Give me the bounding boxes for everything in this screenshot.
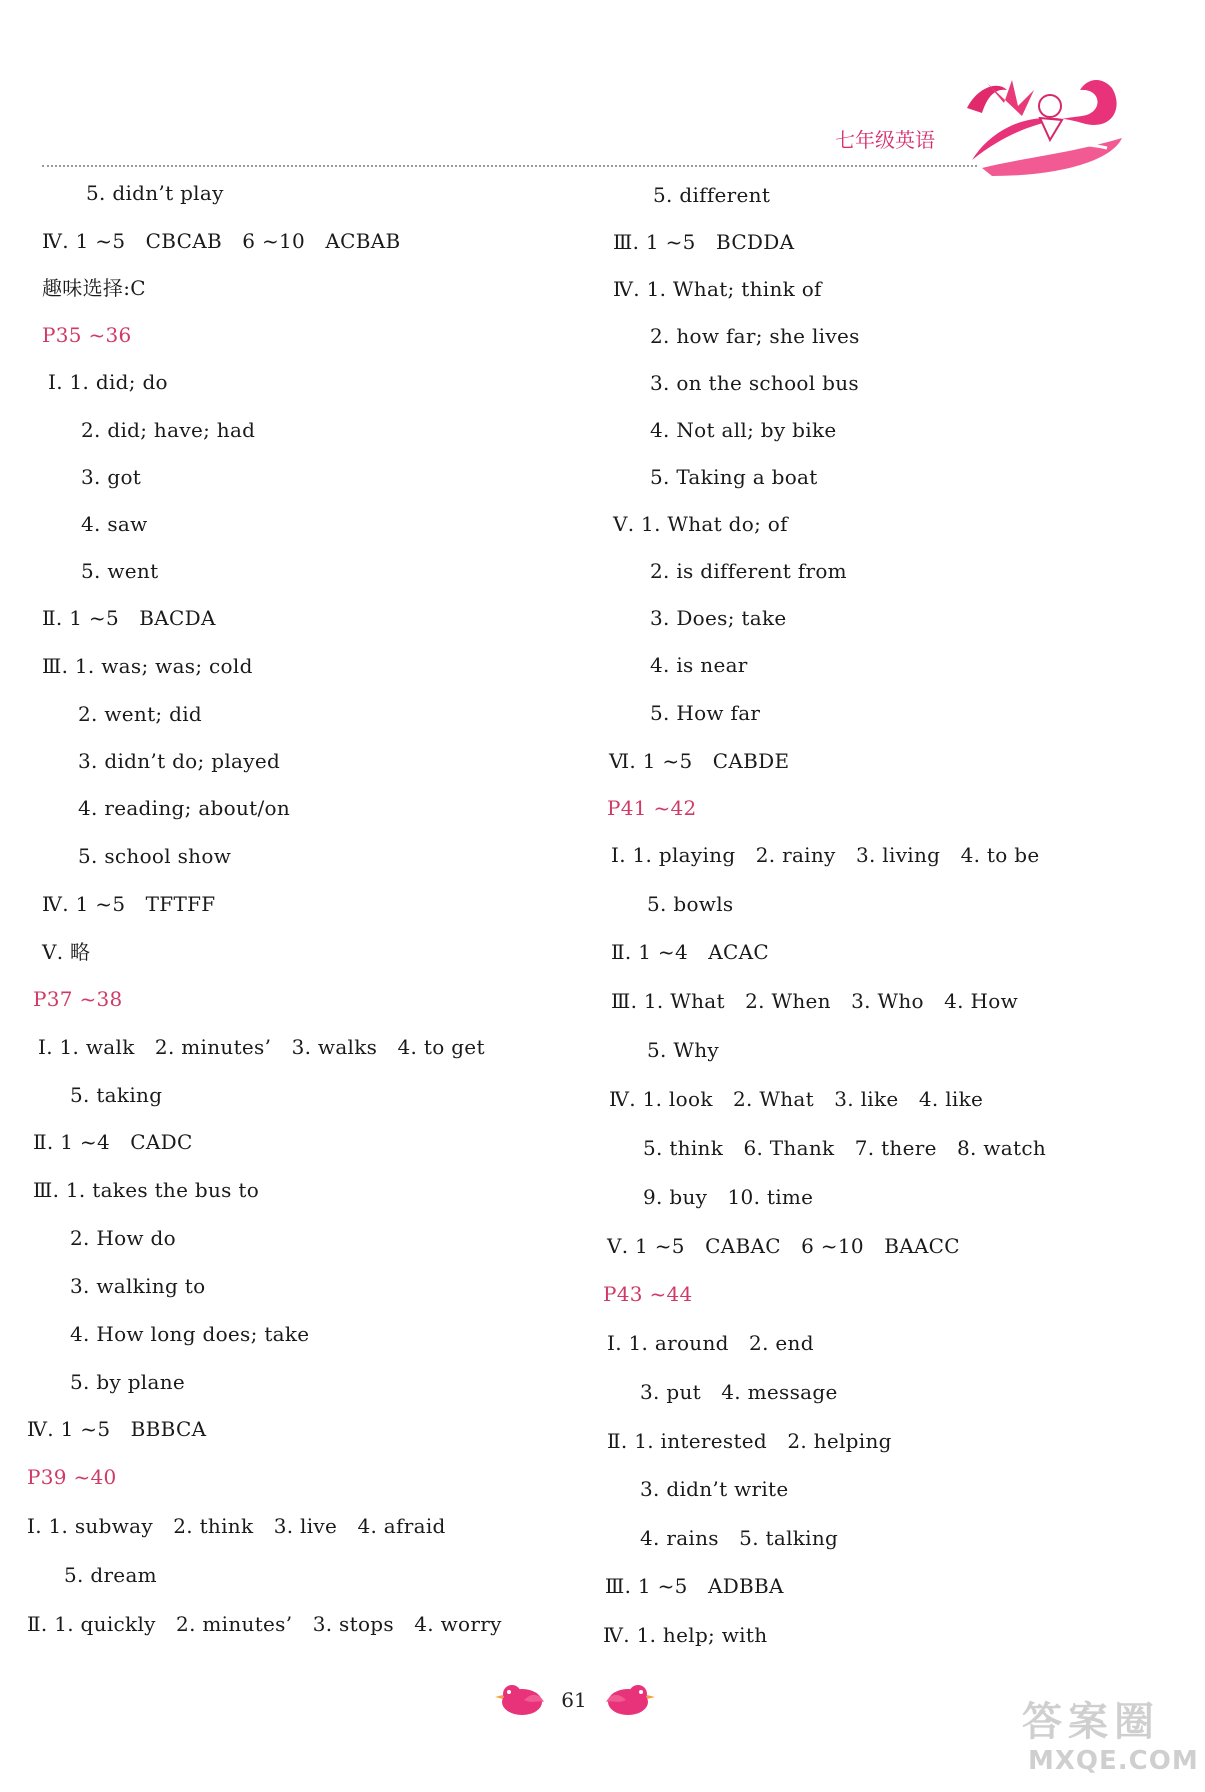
right-answer-line: Ⅲ. 1 ~5 ADBBA bbox=[605, 1574, 784, 1598]
left-answer-line: Ⅲ. 1. takes the bus to bbox=[33, 1178, 260, 1202]
left-answer-line: Ⅰ. 1. walk 2. minutes’ 3. walks 4. to get bbox=[38, 1035, 485, 1059]
watermark-top: 答案圈 bbox=[1022, 1699, 1160, 1745]
left-answer-line: Ⅱ. 1. quickly 2. minutes’ 3. stops 4. worry bbox=[27, 1612, 502, 1636]
right-answer-line: Ⅵ. 1 ~5 CABDE bbox=[609, 749, 790, 773]
right-answer-line: 5. Taking a boat bbox=[650, 465, 818, 489]
right-answer-line: 5. bowls bbox=[647, 892, 734, 916]
right-answer-line: Ⅴ. 1. What do; of bbox=[613, 512, 788, 536]
right-answer-line: 5. Why bbox=[647, 1038, 719, 1062]
left-answer-line: 5. by plane bbox=[70, 1370, 186, 1394]
left-answer-line: 5. taking bbox=[70, 1083, 163, 1107]
left-answer-line: Ⅳ. 1 ~5 CBCAB 6 ~10 ACBAB bbox=[42, 229, 401, 253]
right-answer-line: Ⅰ. 1. playing 2. rainy 3. living 4. to be bbox=[611, 843, 1040, 867]
left-answer-line: Ⅰ. 1. did; do bbox=[48, 370, 168, 394]
watermark-bottom: MXQE.COM bbox=[1028, 1746, 1199, 1776]
right-answer-line: 3. put 4. message bbox=[640, 1380, 838, 1404]
right-answer-line: 5. different bbox=[653, 183, 771, 207]
left-section-heading: P39 ~40 bbox=[27, 1465, 117, 1489]
right-answer-line: Ⅰ. 1. around 2. end bbox=[607, 1331, 814, 1355]
left-answer-line: 5. dream bbox=[64, 1563, 157, 1587]
left-answer-line: 3. didn’t do; played bbox=[78, 749, 281, 773]
left-answer-line: 2. How do bbox=[70, 1226, 176, 1250]
right-answer-line: 2. is different from bbox=[650, 559, 847, 583]
left-answer-line: 5. school show bbox=[78, 844, 232, 868]
left-answer-line: Ⅳ. 1 ~5 BBBCA bbox=[27, 1417, 207, 1441]
left-section-heading: P37 ~38 bbox=[33, 987, 123, 1011]
left-answer-line: 3. walking to bbox=[70, 1274, 206, 1298]
left-answer-line: 2. went; did bbox=[78, 702, 203, 726]
right-answer-line: 4. Not all; by bike bbox=[650, 418, 837, 442]
bird-left-icon bbox=[494, 1680, 546, 1718]
right-answer-line: 3. didn’t write bbox=[640, 1477, 789, 1501]
right-answer-line: 5. How far bbox=[650, 701, 761, 725]
right-answer-line: 5. think 6. Thank 7. there 8. watch bbox=[643, 1136, 1047, 1160]
right-answer-line: 4. is near bbox=[650, 653, 748, 677]
left-answer-line: Ⅲ. 1. was; was; cold bbox=[42, 654, 253, 678]
right-answer-line: Ⅳ. 1. look 2. What 3. like 4. like bbox=[609, 1087, 984, 1111]
left-answer-line: 3. got bbox=[81, 465, 142, 489]
left-answer-line: Ⅱ. 1 ~5 BACDA bbox=[42, 606, 216, 630]
left-answer-line: 5. went bbox=[81, 559, 159, 583]
right-answer-line: 3. Does; take bbox=[650, 606, 787, 630]
right-answer-line: Ⅴ. 1 ~5 CABAC 6 ~10 BAACC bbox=[607, 1234, 960, 1258]
left-answer-line: 5. didn’t play bbox=[86, 181, 224, 205]
right-answer-line: Ⅲ. 1. What 2. When 3. Who 4. How bbox=[611, 989, 1018, 1013]
left-answer-line: 4. reading; about/on bbox=[78, 796, 291, 820]
surfer-illustration bbox=[952, 68, 1130, 180]
left-section-heading: P35 ~36 bbox=[42, 323, 132, 347]
right-answer-line: 9. buy 10. time bbox=[643, 1185, 814, 1209]
left-answer-line: Ⅳ. 1 ~5 TFTFF bbox=[42, 892, 216, 916]
right-answer-line: Ⅲ. 1 ~5 BCDDA bbox=[613, 230, 795, 254]
header-title: 七年级英语 bbox=[835, 128, 935, 152]
right-answer-line: Ⅳ. 1. What; think of bbox=[613, 277, 822, 301]
left-answer-line: Ⅱ. 1 ~4 CADC bbox=[33, 1130, 193, 1154]
bird-right-icon bbox=[604, 1680, 656, 1718]
left-answer-line: Ⅴ. 略 bbox=[42, 940, 91, 964]
right-answer-line: Ⅱ. 1 ~4 ACAC bbox=[611, 940, 769, 964]
page-number: 61 bbox=[561, 1688, 587, 1712]
right-section-heading: P43 ~44 bbox=[603, 1282, 693, 1306]
right-answer-line: 2. how far; she lives bbox=[650, 324, 860, 348]
left-answer-line: Ⅰ. 1. subway 2. think 3. live 4. afraid bbox=[27, 1514, 446, 1538]
left-answer-line: 4. How long does; take bbox=[70, 1322, 310, 1346]
left-answer-line: 2. did; have; had bbox=[81, 418, 256, 442]
right-answer-line: Ⅱ. 1. interested 2. helping bbox=[607, 1429, 892, 1453]
right-answer-line: Ⅳ. 1. help; with bbox=[603, 1623, 768, 1647]
left-answer-line: 4. saw bbox=[81, 512, 148, 536]
right-answer-line: 3. on the school bus bbox=[650, 371, 859, 395]
header-divider bbox=[42, 165, 977, 167]
right-answer-line: 4. rains 5. talking bbox=[640, 1526, 839, 1550]
right-section-heading: P41 ~42 bbox=[607, 796, 697, 820]
left-answer-line: 趣味选择:C bbox=[42, 276, 146, 300]
